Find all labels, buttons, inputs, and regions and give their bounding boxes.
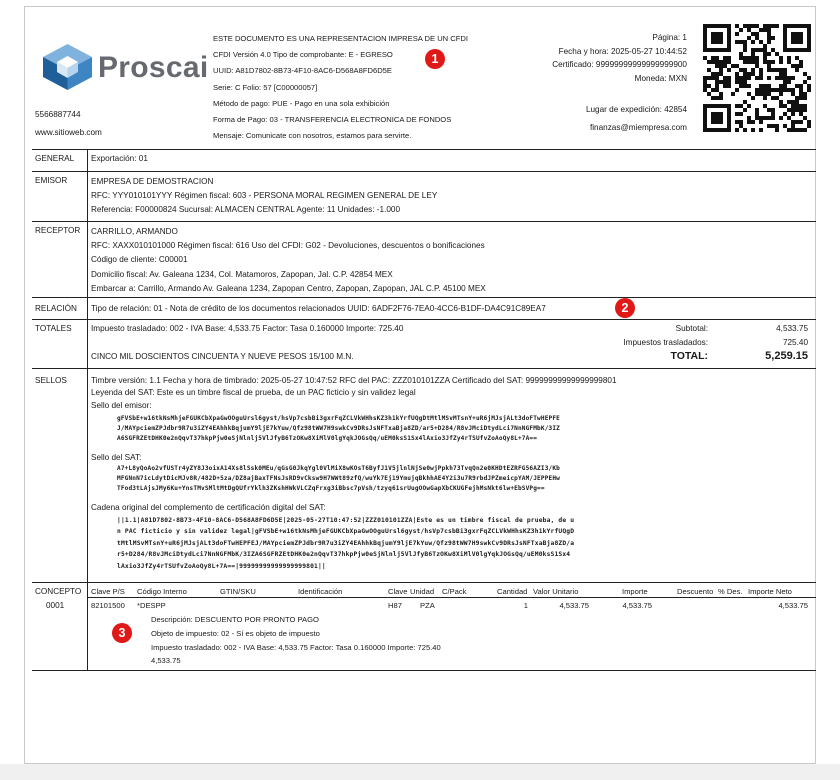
col-header: Valor Unitario [533, 587, 579, 596]
divider [32, 171, 816, 172]
tax-line: Impuesto trasladado: 002 - IVA Base: 4,533.75 Factor: Tasa 0.160000 Importe: 725.40 [91, 324, 404, 333]
col-header: Clave [388, 587, 408, 596]
concepto-description: Descripción: DESCUENTO POR PRONTO PAGO [151, 615, 319, 624]
section-label-relacion: RELACIÓN [35, 304, 77, 313]
cell-cantidad: 1 [523, 601, 528, 610]
emisor-rfc: RFC: YYY010101YYY Régimen fiscal: 603 - PERSONA MORAL REGIMEN GENERAL DE LEY [91, 191, 438, 201]
col-header: Unidad [410, 587, 435, 596]
col-header: % Des. [718, 587, 743, 596]
annotation-marker: 1 [425, 49, 445, 69]
annotation-marker: 2 [615, 298, 635, 318]
header-line: Serie: C Folio: 57 [C00000057] [213, 82, 318, 92]
cell-valor-unitario: 4,533.75 [559, 601, 589, 610]
header-line: ESTE DOCUMENTO ES UNA REPRESENTACION IMPRESA DE UN CFDI [213, 34, 468, 43]
col-header: C/Pack [442, 587, 467, 596]
divider [32, 319, 816, 320]
concepto-net: 4,533.75 [151, 656, 181, 666]
section-label-emisor: EMISOR [35, 176, 68, 185]
company-phone: 5566887744 [35, 110, 81, 119]
section-label-totales: TOTALES [35, 324, 72, 333]
col-header: GTIN/SKU [220, 587, 256, 596]
receptor-shipping: Embarcar a: Carrillo, Armando Av. Galeana 1234, Zapopan Centro, Zapopan, Zapopan, JAL C.P. 45100 MEX [91, 283, 486, 293]
concepto-tax: Impuesto trasladado: 002 - IVA Base: 4,533.75 Factor: Tasa 0.160000 Importe: 725.40 [151, 642, 441, 652]
page-number: Página: 1 [652, 33, 687, 42]
sello-sat-label: Sello del SAT: [91, 453, 142, 462]
timbre-line: Timbre versión: 1.1 Fecha y hora de timbrado: 2025-05-27 10:47:52 RFC del PAC: ZZZ010101ZZA Certificado del SAT: 99999999999999999801 [91, 376, 617, 385]
emisor-name: EMPRESA DE DEMOSTRACION [91, 177, 214, 186]
subtotal-value: 4,533.75 [776, 324, 808, 333]
header-line: UUID: A81D7802-8B73-4F10-8AC6-D568A8FD6D5E [213, 66, 392, 76]
emisor-reference: Referencia: F00000824 Sucursal: ALMACEN CENTRAL Agente: 11 Unidades: -1.000 [91, 205, 401, 215]
receptor-client-code: Código de cliente: C00001 [91, 255, 188, 265]
currency: Moneda: MXN [634, 73, 687, 83]
viewer-bottom-bar [0, 764, 840, 780]
company-website[interactable]: www.sitioweb.com [35, 128, 102, 137]
logo-text: Proscai [98, 51, 209, 84]
sat-legend: Leyenda del SAT: Este es un timbre fiscal de prueba, de un PAC ficticio y sin validez legal [91, 388, 416, 398]
header-line: Método de pago: PUE - Pago en una sola exhibición [213, 98, 390, 108]
general-export: Exportación: 01 [91, 154, 148, 163]
annotation-marker: 3 [112, 623, 132, 643]
section-label-concepto: CONCEPTO [35, 587, 82, 596]
receptor-address: Domicilio fiscal: Av. Galeana 1234, Col. Matamoros, Zapopan, Jal. C.P. 42854 MEX [91, 269, 393, 279]
issue-datetime: Fecha y hora: 2025-05-27 10:44:52 [558, 46, 687, 56]
col-header: Clave P/S [91, 587, 125, 596]
divider [32, 149, 816, 150]
cell-clave-ps: 82101500 [91, 601, 125, 610]
subtotal-label: Subtotal: [675, 324, 708, 333]
divider [32, 368, 816, 369]
concepto-number: 0001 [46, 601, 65, 610]
divider [32, 670, 816, 671]
total-label: TOTAL: [670, 350, 708, 362]
header-line: CFDI Versión 4.0 Tipo de comprobante: E - EGRESO [213, 50, 393, 60]
sello-sat: A7+L8yQoAo2vfUSTr4yZY8J3oixA14Xs8lSsk0MEu/qGsG0JkqYgl0VlMiX8wKOsT6ByfJ1V5jlnlNjSe0wjPpkh73TvqQn2e0KHDtEZRFG56AZI3/Kb MFGNnN7icLdytDicMJv8R/482D+5za/DZ8ajBaxTFNsJsRD9vCksw9H7WWt89zfQ/wuYk7Ej19YmujqBkhhAE4Y2i3u7R9rbdJPZmeicpYAM/JEPPEHw TFod3tLAjsJMy6Ku+YnsTMvSMltMtDgQUfrYklh3ZKshHWkVLCZqFrxg3iBbsc7pVsh/tzyq61srUugOOwGapXbCKUGFejhMsNkt6lw+EbSVPg== [117, 465, 560, 493]
certificate-number: Certificado: 99999999999999999900 [552, 60, 687, 70]
col-header: Código Interno [137, 587, 187, 596]
taxes-label: Impuestos trasladados: [623, 338, 708, 347]
issue-place: Lugar de expedición: 42854 [585, 104, 687, 114]
divider [32, 221, 816, 222]
receptor-name: CARRILLO, ARMANDO [91, 227, 178, 236]
section-label-general: GENERAL [35, 154, 75, 163]
divider [32, 297, 816, 298]
header-info [213, 31, 468, 144]
amount-in-words: CINCO MIL DOSCIENTOS CINCUENTA Y NUEVE PESOS 15/100 M.N. [91, 352, 354, 361]
concepto-tax-object: Objeto de impuesto: 02 - Sí es objeto de impuesto [151, 628, 320, 638]
header-line: Mensaje: Comunicate con nosotros, estamos para servirte. [213, 131, 412, 141]
cell-unidad: PZA [420, 601, 435, 610]
cell-importe: 4,533.75 [622, 601, 652, 610]
taxes-value: 725.40 [782, 338, 808, 347]
cadena-original: ||1.1|A81D7802-8B73-4F10-8AC6-D568A8FD6D5E|2025-05-27T10:47:52|ZZZ010101ZZA|Este es un timbre fiscal de prueba, de u n PAC ficticio y sin validez legal|gFVSbE+w16tkNsMhjeFGUKCbXpaGwOOguUrsl6gyst/hsVp7csbBi3gxrFqZCLVkWHhsKZ3h1kYrfUQgD tMtlMSvMTsnY+uR6jMJsjALt3doFTwHEPFEJ/MAYpciemZPJdbr9R7u3iZY4EAhhkBqjumY9ljE7kYuw/Qfz98tWW7H9swkCv9DRsJsNFTxaBja8ZD/a r5+D284/R8vJMciDtydLci7NnNGFMbK/3IZA6SGFRZEtDHK0e2nQqvT37hkpPjw0eSjNlnlj5VlJfyB6TzOKw8XiMlV0lgYqkJOGsQq/uEM0ksS1Sx4 lAxio3JfZy4rTSUfvZoAoQy8L+7A==|99999999999999999801|| [117, 517, 575, 570]
header-right-info [552, 31, 687, 134]
col-header: Cantidad [497, 587, 528, 596]
timbre-info [91, 375, 617, 412]
qr-code-icon [703, 24, 811, 132]
col-header: Descuento [677, 587, 714, 596]
cadena-label: Cadena original del complemento de certificación digital del SAT: [91, 503, 326, 512]
relacion-value: Tipo de relación: 01 - Nota de crédito de los documentos relacionados UUID: 6ADF2F76-7EA0-4CC6-B1DF-DA4C91C89EA7 [91, 304, 546, 313]
column-divider [87, 149, 88, 670]
receptor-details [91, 225, 486, 296]
col-header: Importe [622, 587, 648, 596]
sello-emisor-label: Sello del emisor: [91, 400, 152, 410]
proscai-logo-icon [40, 42, 95, 92]
sello-emisor: gFVSbE+w16tkNsMhjeFGUKCbXpaGwOOguUrsl6gyst/hsVp7csbBi3gxrFqZCLVkWHhsKZ3h1kYrfUQgDtMtlMSvMTsnY+uR6jMJsjALt3doFTwHEPFE J/MAYpciemZPJdbr9R7u3iZY4EAhhkBqjumY9ljE7kYuw/Qfz98tWW7H9swkCv9DRsJsNFTxaBja8ZD/ar5+D284/R8vJMciDtydLci7NnNGFMbK/3IZ A6SGFRZEtDHK0e2nQqvT37hkpPjw0eSjNlnlj5VlJfyB6TzOKw8XiMlV0lgYqkJOGsQq/uEM0ksS1Sx4lAxio3JfZy4rTSUfvZoAoQy8L+7A== [117, 415, 560, 443]
receptor-rfc: RFC: XAXX010101000 Régimen fiscal: 616 Uso del CFDI: G02 - Devoluciones, descuentos o bonificaciones [91, 241, 485, 251]
emisor-details [91, 175, 437, 218]
col-header: Importe Neto [748, 587, 792, 596]
company-email[interactable]: finanzas@miempresa.com [589, 122, 687, 132]
cell-importe-neto: 4,533.75 [778, 601, 808, 610]
header-line: Forma de Pago: 03 - TRANSFERENCIA ELECTRONICA DE FONDOS [213, 115, 452, 125]
cell-clave: H87 [388, 601, 402, 610]
col-header: Identificación [298, 587, 343, 596]
section-label-sellos: SELLOS [35, 376, 67, 385]
divider [32, 582, 816, 583]
concepto-details [151, 613, 441, 668]
cell-codigo: *DESPP [137, 601, 166, 610]
total-value: 5,259.15 [765, 350, 808, 362]
section-label-receptor: RECEPTOR [35, 226, 81, 235]
